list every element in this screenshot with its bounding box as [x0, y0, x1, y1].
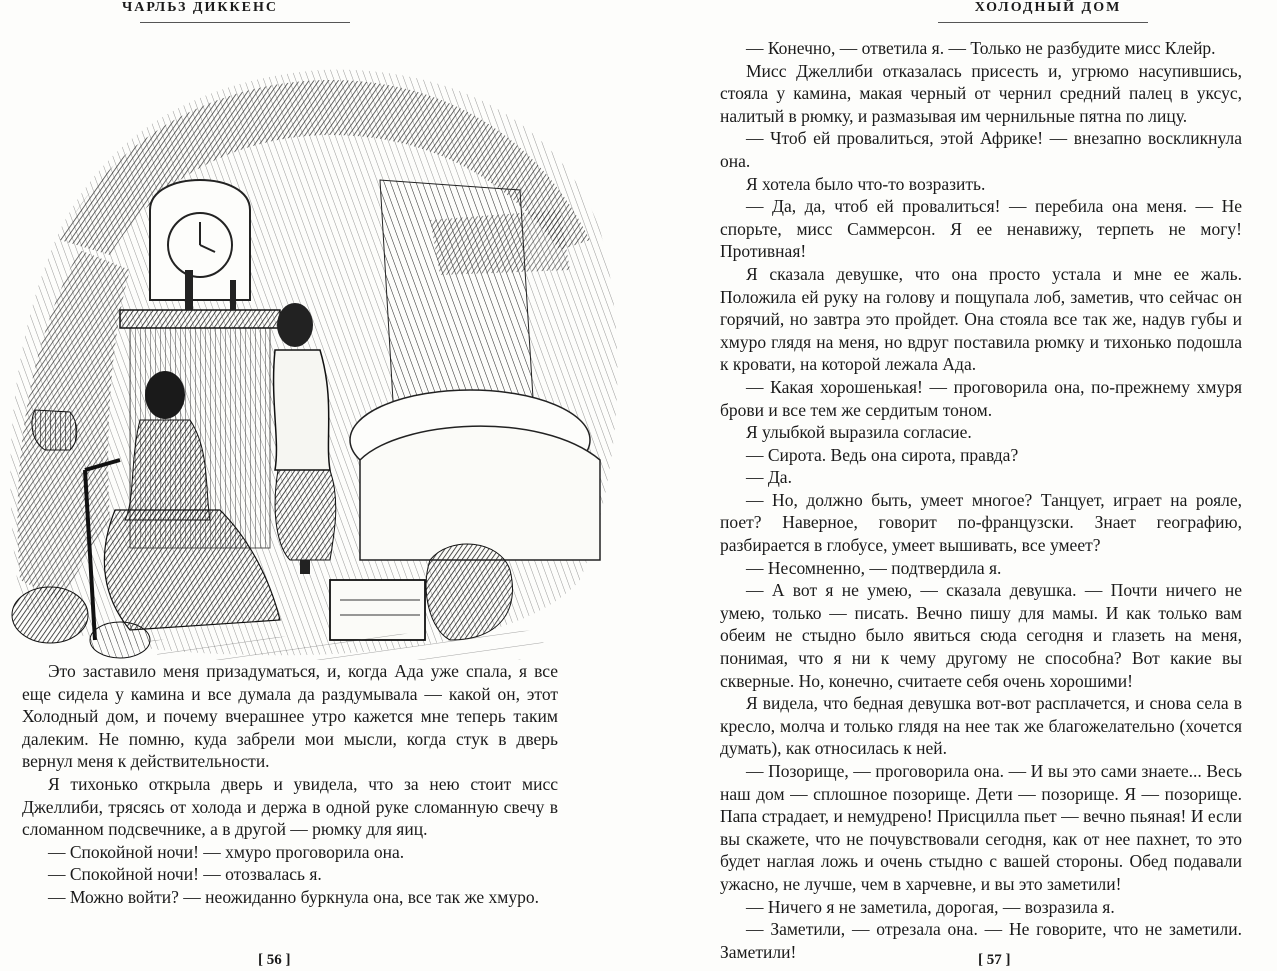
left-head-rule: [140, 22, 350, 23]
paragraph: — Заметили, — отрезала она. — Не говорите, что не заметили. Заметили!: [720, 919, 1242, 962]
paragraph: — Да.: [746, 467, 792, 488]
paragraph: — Какая хорошенькая! — проговорила она, по-прежнему хмуря брови и все тем же сердитым тоном.: [720, 376, 1242, 420]
left-page: [0, 0, 638, 971]
left-running-head: ЧАРЛЬЗ ДИККЕНС: [121, 0, 279, 15]
right-page: [638, 0, 1277, 971]
paragraph: Я хотела было что-то возразить.: [746, 173, 986, 194]
paragraph: Это заставило меня призадуматься, и, когда Ада уже спала, я все еще сидела у камина и все думала да раздумывала — какой он, этот Холодный дом, и почему вчерашнее утро кажется мне теперь таким далеким. Не помню, куда забрели мои мысли, когда стук в дверь вернул меня к действительности.: [22, 661, 558, 772]
right-text-block: [720, 37, 1242, 963]
paragraph: — Спокойной ночи! — отозвалась я.: [48, 864, 322, 885]
right-running-head: ХОЛОДНЫЙ ДОМ: [974, 0, 1122, 15]
paragraph: Я видела, что бедная девушка вот-вот расплачется, и снова села в кресло, молча и только глядя на нее так же благожелательно (хочется думать), как относилась к ней.: [720, 693, 1242, 759]
paragraph: Мисс Джеллиби отказалась присесть и, угрюмо насупившись, стояла у камина, макая черный от чернил средний палец в уксус, налитый в рюмку, и размазывая им чернильные пятна по лицу.: [720, 60, 1242, 126]
paragraph: — Чтоб ей провалиться, этой Африке! — внезапно воскликнула она.: [720, 128, 1242, 171]
paragraph: — Но, должно быть, умеет многое? Танцует, играет на рояле, поет? Наверное, говорит по-французски. Знает географию, разбирается в глобусе, умеет вышивать, все умеет?: [720, 489, 1242, 556]
right-head-rule: [938, 22, 1148, 23]
paragraph: — Сирота. Ведь она сирота, правда?: [746, 444, 1019, 465]
wooden-box: [330, 580, 425, 640]
paragraph: — Позорище, — проговорила она. — И вы это сами знаете... Весь наш дом — сплошное позорище. Дети — позорище. Я — позорище. Папа страдает, и немудрено! Присцилла пьет — вечно пьяная! И если вы скажете, что не почувствовали сегодня, как от нее пахнет, то это будет наглая ложь и очень стыдно с вашей стороны. Обед подавали ужасно, не лучше, чем в харчевне, и вы это заметили!: [720, 761, 1242, 894]
engraving-illustration: [0, 40, 638, 660]
paragraph: — Несомненно, — подтвердила я.: [746, 557, 1002, 578]
paragraph: — Конечно, — ответила я. — Только не разбудите мисс Клейр.: [746, 38, 1216, 58]
paragraph: — Ничего я не заметила, дорогая, — возразила я.: [746, 896, 1115, 917]
paragraph: — Спокойной ночи! — хмуро проговорила она.: [48, 841, 405, 862]
mantelpiece: [120, 310, 280, 328]
left-text-block: [22, 660, 558, 909]
paragraph: — Да, да, чтоб ей провалиться! — перебила она меня. — Не спорьте, мисс Саммерсон. Я ее ненавижу, терпеть не могу! Противная!: [720, 196, 1242, 262]
paragraph: Я улыбкой выразила согласие.: [746, 422, 972, 443]
paragraph: — Можно войти? — неожиданно буркнула она, все так же хмуро.: [48, 886, 539, 907]
paragraph: — А вот я не умею, — сказала девушка. — Почти ничего не умею, только — писать. Вечно пишу для мамы. И как только вам обеим не стыдно было явиться сюда сегодня и глазеть на меня, понимая, что я ни к чему другому не способна? Вот какие вы скверные. Но, конечно, считаете себя очень хорошими!: [720, 580, 1242, 691]
right-page-number: [ 57 ]: [978, 952, 1011, 968]
left-page-number: [ 56 ]: [258, 952, 291, 968]
paragraph: Я сказала девушке, что она просто устала и мне ее жаль. Положила ей руку на голову и пощупала лоб, заметив, что сейчас он горячий, но завтра это пройдет. Она стояла все так же, надув губы и хмуро глядя на меня, но вдруг поставила рюмку и тихонько подошла к кровати, на которой лежала Ада.: [720, 263, 1242, 375]
paragraph: Я тихонько открыла дверь и увидела, что за нею стоит мисс Джеллиби, трясясь от холода и держа в одной руке сломанную свечу в сломанном подсвечнике, а в другой — рюмку для яиц.: [22, 773, 558, 840]
